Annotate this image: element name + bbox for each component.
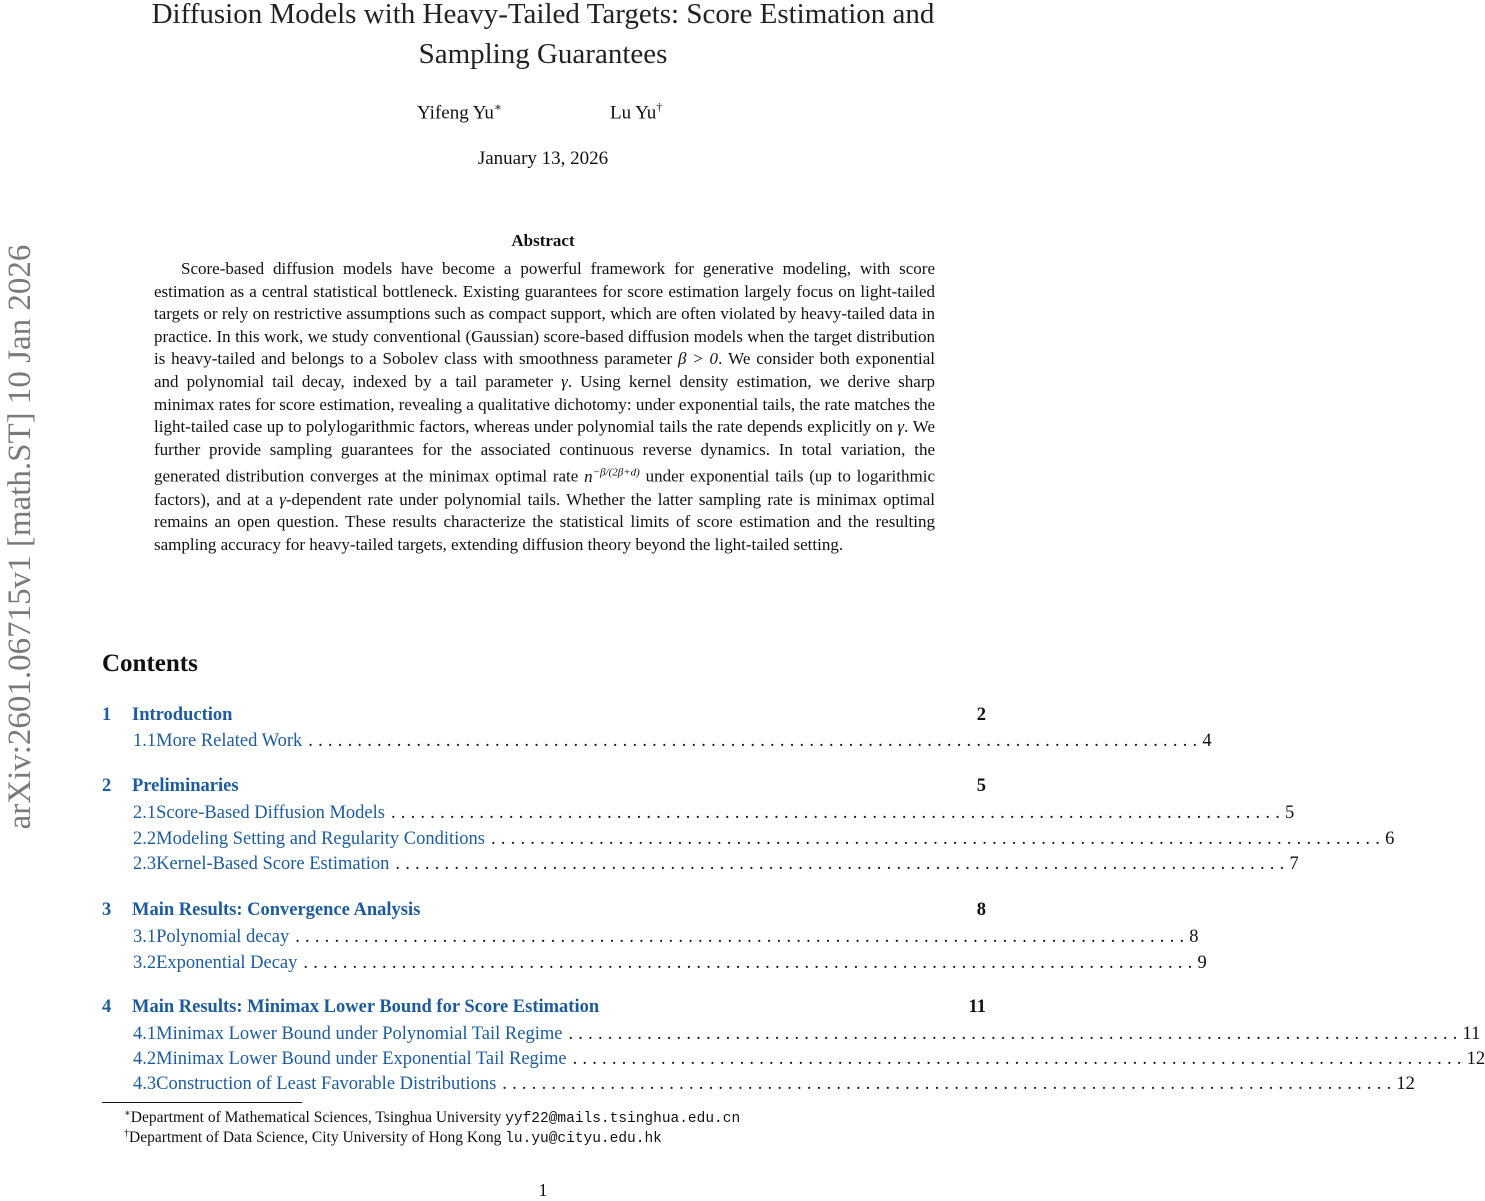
toc-leader-dots: ...........................................................................................: [390, 803, 1286, 823]
toc-subsection-title[interactable]: Exponential Decay: [156, 953, 298, 973]
paper-title: [100, 0, 986, 74]
footnote-1-text: Department of Mathematical Sciences, Tsinghua University: [130, 1109, 506, 1127]
math-rate-exponent: −β/(2β+d): [592, 466, 640, 479]
abstract-text-1: Score-based diffusion models have become a powerful framework for generative modeling, with score estimation as a central statistical bottleneck. Existing guarantees for score estimation largely focus on light-tailed targets or rely on restrictive assumptions such as compact support, which are often violated by heavy-tailed data in practice. In this work, we study conventional (Gaussian) score-based diffusion models when the target distribution is heavy-tailed and belongs to a Sobolev class with smoothness parameter: [154, 259, 935, 369]
toc-subsection-title[interactable]: Polynomial decay: [156, 927, 290, 947]
toc-subsection-3-1[interactable]: [133, 927, 1199, 948]
abstract-text-3: . Using kernel density estimation, we derive sharp minimax rates for score estimation, revealing a qualitative dichotomy: under exponential tails, the rate matches the light-tailed case up to polylogarithmic factors, whereas under polynomial tails the rate depends explicitly on: [154, 371, 935, 437]
toc-subsection-page: 8: [1189, 927, 1199, 947]
toc-subsection-number: 2.2: [133, 829, 157, 849]
footnote-rule: [102, 1102, 302, 1103]
abstract-heading: Abstract: [511, 231, 575, 250]
toc-subsection-page: 5: [1285, 803, 1295, 823]
toc-leader-dots: ...........................................................................................: [502, 1074, 1397, 1094]
footnote-2-mark: †: [124, 1128, 129, 1139]
toc-subsection-4-1[interactable]: [133, 1024, 1481, 1045]
math-rate-base: n: [584, 467, 593, 486]
toc-subsection-4-2[interactable]: [133, 1049, 1485, 1070]
toc-subsection-number: 1.1: [133, 731, 157, 751]
toc-subsection-number: 2.3: [133, 854, 157, 874]
toc-section-title[interactable]: Main Results: Convergence Analysis: [132, 900, 421, 920]
toc-section-title[interactable]: Main Results: Minimax Lower Bound for Score Estimation: [132, 997, 600, 1017]
toc-subsection-title[interactable]: Minimax Lower Bound under Exponential Tail Regime: [156, 1049, 567, 1069]
author-2-name: Lu Yu: [610, 102, 657, 124]
math-gamma-3: γ: [279, 489, 286, 509]
toc-subsection-page: 7: [1289, 854, 1299, 874]
footnote-2-text: Department of Data Science, City University of Hong Kong: [129, 1129, 506, 1147]
arxiv-sidebar-stamp: arXiv:2601.06715v1 [math.ST] 10 Jan 2026: [2, 244, 38, 830]
math-gamma: γ: [561, 371, 568, 391]
footnote-2: [124, 1128, 662, 1147]
toc-section-title[interactable]: Introduction: [132, 705, 233, 725]
author-1: [417, 100, 502, 124]
math-gamma-2: γ: [897, 417, 905, 437]
toc-subsection-title[interactable]: Kernel-Based Score Estimation: [156, 854, 390, 874]
toc-subsection-number: 4.2: [133, 1049, 157, 1069]
toc-subsection-page: 4: [1202, 731, 1212, 751]
toc-section-title[interactable]: Preliminaries: [132, 776, 239, 796]
toc-section-page: 2: [976, 705, 986, 725]
author-2-mark: †: [656, 100, 663, 114]
toc-section-number: 2: [102, 776, 112, 796]
toc-section-number: 4: [102, 997, 112, 1017]
toc-leader-dots: ...........................................................................................: [572, 1049, 1467, 1069]
toc-leader-dots: ...........................................................................................: [295, 927, 1190, 947]
toc-subsection-title[interactable]: Minimax Lower Bound under Polynomial Tail Regime: [156, 1024, 563, 1044]
title-line-1: Diffusion Models with Heavy-Tailed Targets: Score Estimation and: [151, 0, 935, 30]
abstract-text-6: -dependent rate under polynomial tails. Whether the latter sampling rate is minimax optimal remains an open question. These results characterize the statistical limits of score estimation and the resulting sampling accuracy for heavy-tailed targets, extending diffusion theory beyond the light-tailed setting.: [154, 489, 935, 554]
footnote-1-email[interactable]: yyf22@mails.tsinghua.edu.cn: [505, 1111, 741, 1128]
toc-subsection-number: 3.2: [133, 953, 157, 973]
contents-heading: Contents: [102, 650, 198, 677]
math-beta: β > 0: [677, 349, 719, 369]
author-1-name: Yifeng Yu: [417, 102, 494, 124]
toc-section-page: 8: [976, 900, 986, 920]
page-number: 1: [538, 1180, 548, 1200]
footnote-1: [124, 1108, 740, 1127]
abstract-text-4: . We further provide sampling guarantees for the associated continuous reverse dynamics. In total variation, the generated distribution converges at the minimax optimal rate: [154, 417, 935, 486]
toc-subsection-3-2[interactable]: [133, 953, 1207, 974]
toc-subsection-number: 2.1: [133, 803, 157, 823]
toc-subsection-number: 3.1: [133, 927, 157, 947]
toc-subsection-title[interactable]: More Related Work: [156, 731, 303, 751]
footnote-1-mark: ∗: [124, 1108, 131, 1119]
toc-subsection-title[interactable]: Score-Based Diffusion Models: [156, 803, 385, 823]
toc-subsection-4-3[interactable]: [133, 1074, 1415, 1095]
author-2: [610, 100, 662, 124]
toc-subsection-2-1[interactable]: [133, 803, 1295, 824]
toc-section-number: 1: [102, 705, 112, 725]
paper-date: January 13, 2026: [477, 148, 609, 169]
footnote-2-email[interactable]: lu.yu@cityu.edu.hk: [505, 1131, 662, 1148]
toc-subsection-title[interactable]: Construction of Least Favorable Distributions: [156, 1074, 497, 1094]
toc-subsection-page: 12: [1396, 1074, 1415, 1094]
toc-section-page: 11: [968, 997, 986, 1017]
toc-subsection-2-3[interactable]: [133, 854, 1299, 875]
toc-section-4[interactable]: [102, 997, 986, 1018]
math-rate: [584, 467, 640, 486]
toc-subsection-2-2[interactable]: [133, 829, 1395, 850]
toc-subsection-page: 12: [1466, 1049, 1485, 1069]
toc-leader-dots: ...........................................................................................: [308, 731, 1203, 751]
toc-leader-dots: ...........................................................................................: [568, 1024, 1463, 1044]
toc-subsection-title[interactable]: Modeling Setting and Regularity Conditions: [156, 829, 485, 849]
toc-subsection-page: 6: [1385, 829, 1395, 849]
toc-leader-dots: ...........................................................................................: [303, 953, 1198, 973]
toc-section-number: 3: [102, 900, 112, 920]
toc-subsection-number: 4.3: [133, 1074, 157, 1094]
toc-section-1[interactable]: [102, 705, 986, 726]
title-line-2: Sampling Guarantees: [418, 38, 668, 70]
abstract-text-5: under exponential tails (up to logarithmic factors), and at a: [154, 467, 935, 509]
abstract-body: [154, 258, 935, 556]
toc-leader-dots: ...........................................................................................: [491, 829, 1386, 849]
toc-subsection-page: 11: [1462, 1024, 1481, 1044]
abstract-text-2: . We consider both exponential and polynomial tail decay, indexed by a tail parameter: [154, 349, 935, 391]
toc-section-3[interactable]: [102, 900, 986, 921]
toc-leader-dots: ...........................................................................................: [395, 854, 1290, 874]
toc-subsection-1-1[interactable]: [133, 731, 1212, 752]
author-1-mark: ∗: [493, 100, 503, 114]
toc-section-2[interactable]: [102, 776, 986, 797]
toc-section-page: 5: [976, 776, 986, 796]
toc-subsection-page: 9: [1197, 953, 1207, 973]
toc-subsection-number: 4.1: [133, 1024, 157, 1044]
